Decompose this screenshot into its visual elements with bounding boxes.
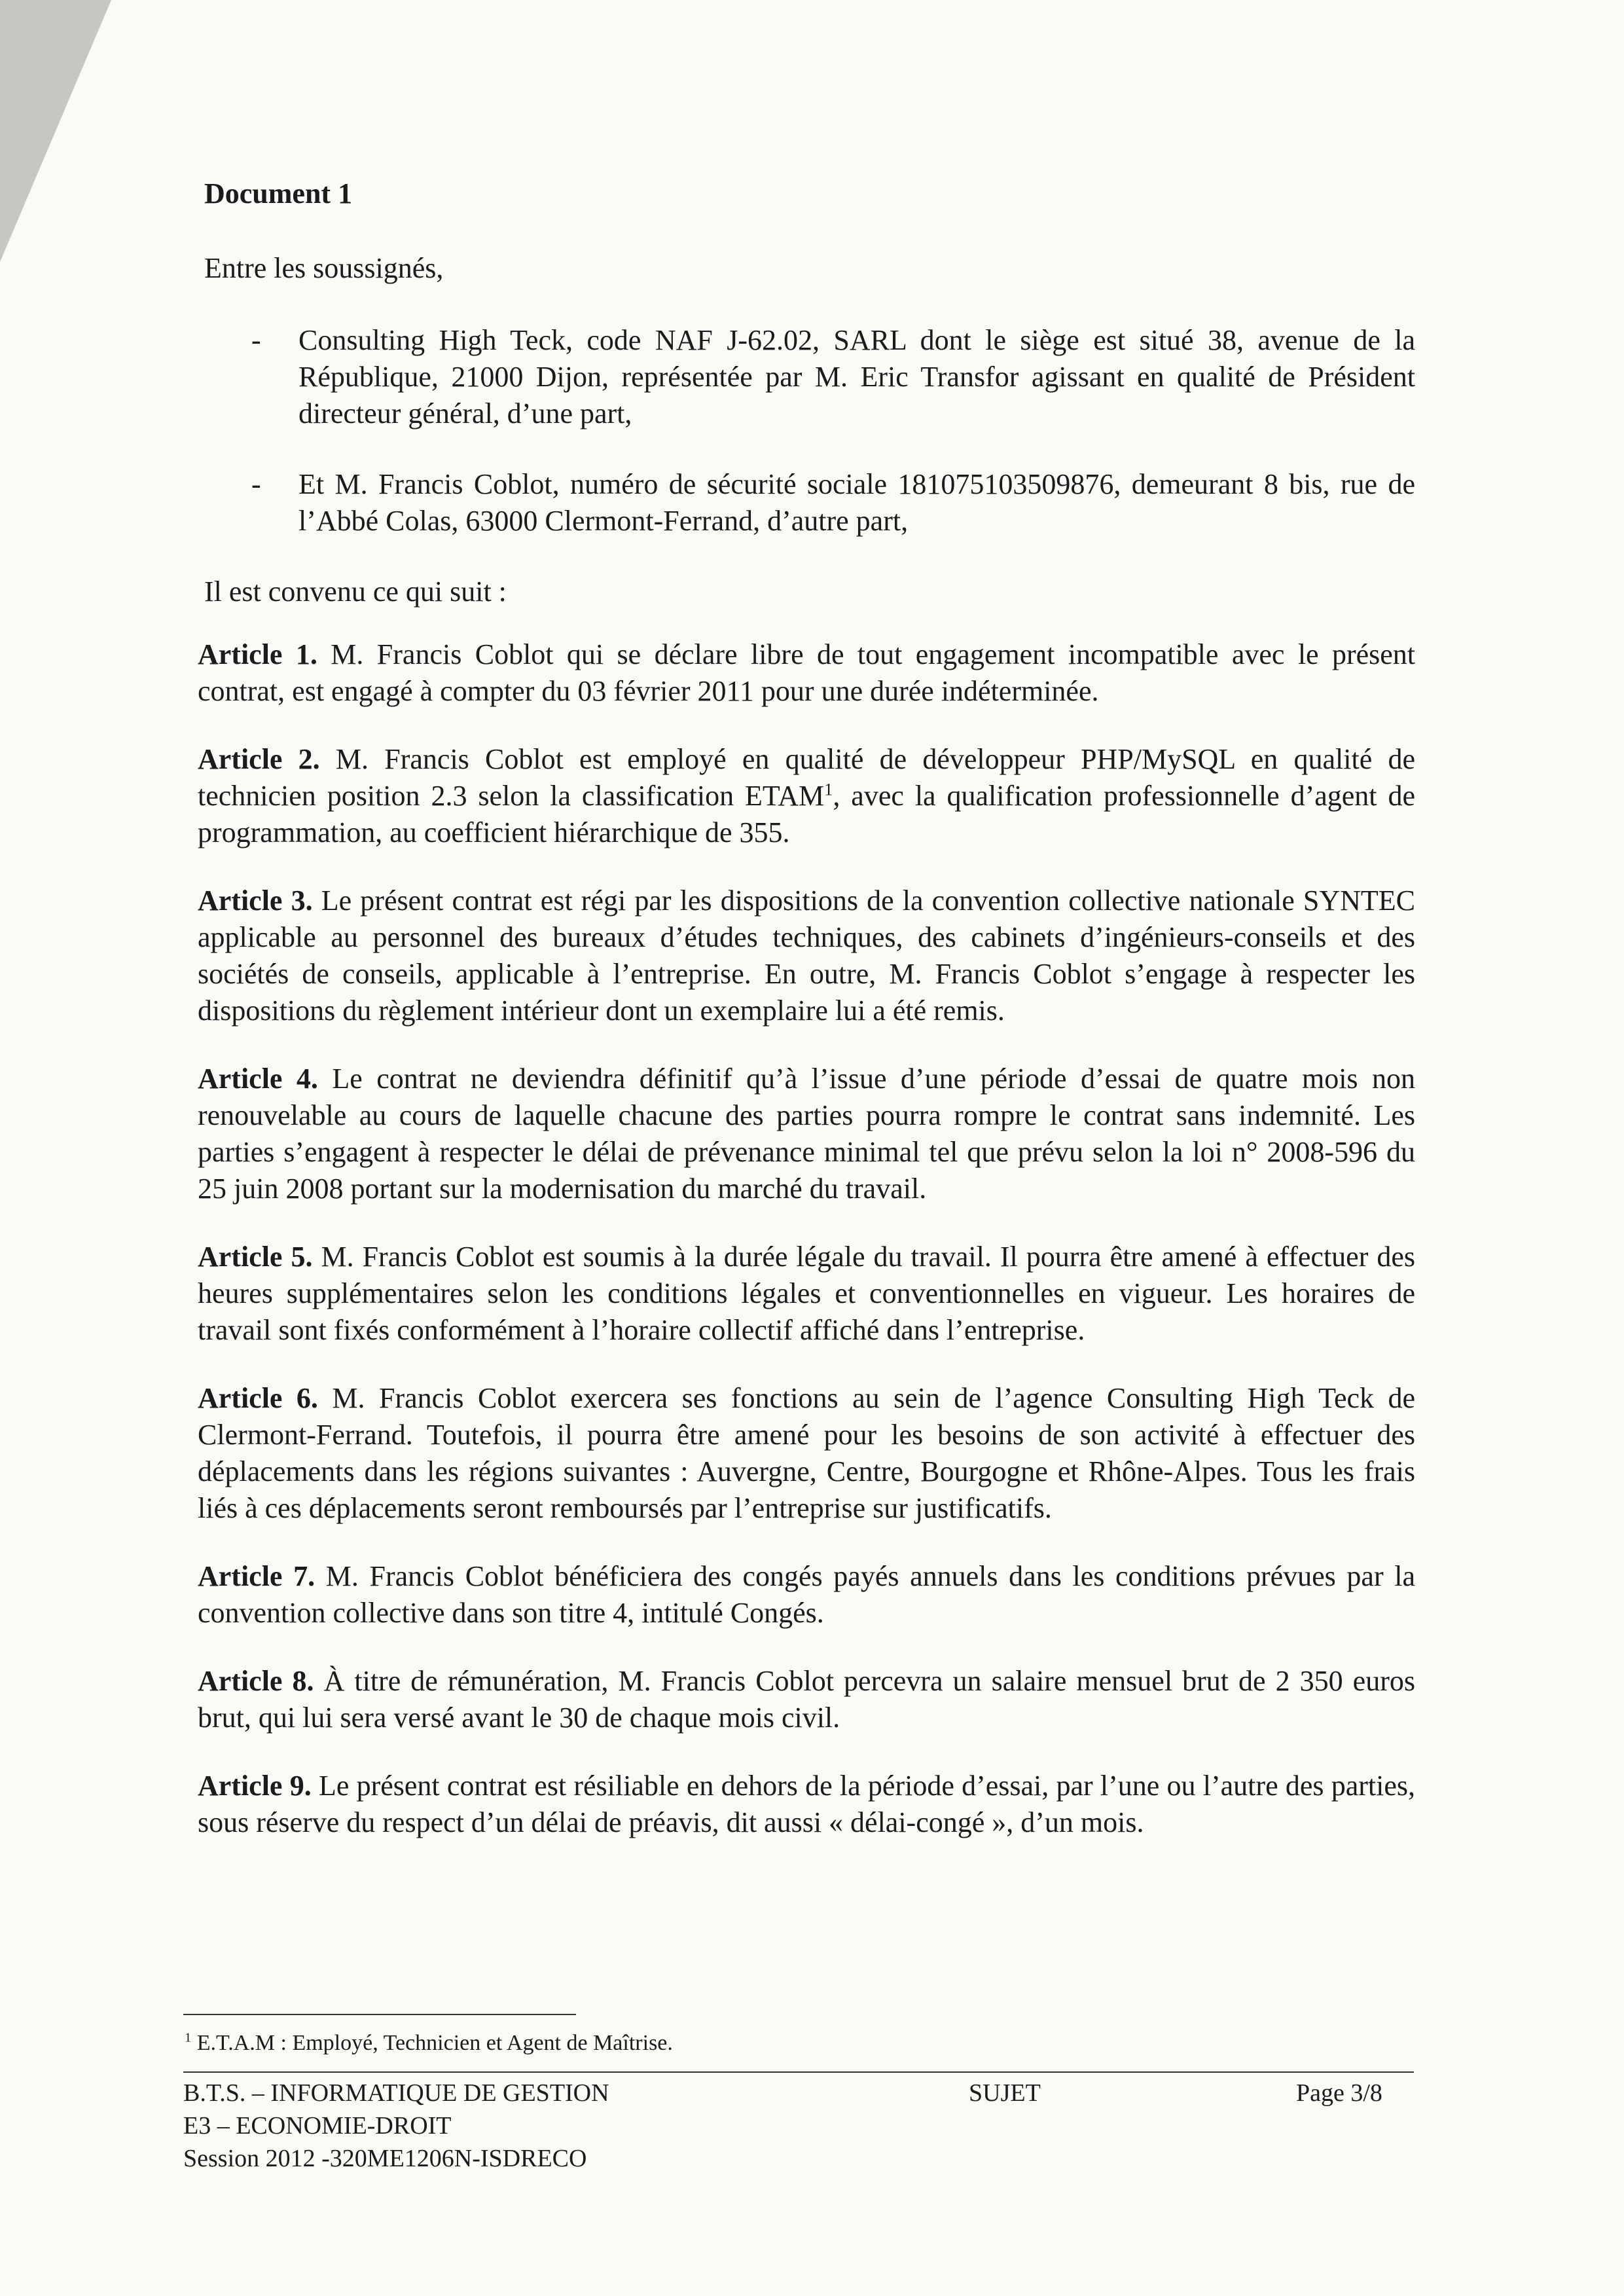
contract-intro: Entre les soussignés, (204, 252, 444, 284)
footer-line-2: E3 – ECONOMIE-DROIT (183, 2112, 452, 2140)
article-9-title: Article 9. (198, 1770, 312, 1802)
footer-subject-label: SUJET (969, 2079, 1041, 2107)
party-employee: - Et M. Francis Coblot, numéro de sécurité sociale 181075103509876, demeurant 8 bis, rue de l’Abbé Colas, 63000 Clermont-Ferrand, d’autre part, (191, 466, 1415, 539)
article-4-title: Article 4. (198, 1063, 318, 1095)
article-1 (198, 636, 1415, 710)
footer-line-3: Session 2012 -320ME1206N-ISDRECO (183, 2145, 587, 2172)
page-number: Page 3/8 (1296, 2079, 1382, 2107)
footnote (185, 2030, 673, 2057)
article-8-text: À titre de rémunération, M. Francis Coblot percevra un salaire mensuel brut de 2 350 euros brut, qui lui sera versé avant le 30 de chaque mois civil. (198, 1665, 1415, 1734)
article-9 (198, 1768, 1415, 1841)
article-2 (198, 741, 1415, 851)
article-3-text: Le présent contrat est régi par les dispositions de la convention collective nationale SYNTEC applicable au personnel des bureaux d’études techniques, des cabinets d’ingénieurs-conseils et des sociétés de conseils, applicable à l’entreprise. En outre, M. Francis Coblot s’engage à respecter les dispositions du règlement intérieur dont un exemplaire lui a été remis. (198, 884, 1415, 1027)
article-9-text: Le présent contrat est résiliable en dehors de la période d’essai, par l’une ou l’autre des parties, sous réserve du respect d’un délai de préavis, dit aussi « délai-congé », d’un mois. (198, 1770, 1415, 1838)
article-8 (198, 1663, 1415, 1736)
article-1-title: Article 1. (198, 638, 317, 670)
article-2-text-after: , avec la qualification professionnelle d’agent de programmation, au coefficient hiérarchique de 355. (198, 780, 1415, 848)
article-2-title: Article 2. (198, 743, 320, 775)
footer-separator (183, 2071, 1414, 2073)
footer-exam-info (183, 2077, 609, 2175)
article-6 (198, 1380, 1415, 1527)
contract-parties (191, 322, 1415, 539)
article-3 (198, 883, 1415, 1029)
article-5-text: M. Francis Coblot est soumis à la durée légale du travail. Il pourra être amené à effectuer des heures supplémentaires selon les conditions légales et conventionnelles en vigueur. Les horaires de travail sont fixés conformément à l’horaire collectif affiché dans l’entreprise. (198, 1241, 1415, 1346)
party-employer: - Consulting High Teck, code NAF J-62.02, SARL dont le siège est situé 38, avenue de la République, 21000 Dijon, représentée par M. Eric Transfor agissant en qualité de Président directeur général, d’une part, (191, 322, 1415, 432)
article-4 (198, 1061, 1415, 1207)
article-4-text: Le contrat ne deviendra définitif qu’à l’issue d’une période d’essai de quatre mois non renouvelable au cours de laquelle chacune des parties pourra rompre le contrat sans indemnité. Les parties s’engagent à respecter le délai de prévenance minimal tel que prévu selon la loi n° 2008-596 du 25 juin 2008 portant sur la modernisation du marché du travail. (198, 1063, 1416, 1205)
article-3-title: Article 3. (198, 884, 313, 917)
document-content (191, 164, 1415, 1872)
footnote-reference: 1 (824, 779, 833, 799)
article-8-title: Article 8. (198, 1665, 314, 1697)
footnote-separator (183, 2014, 576, 2015)
scan-edge-shadow (0, 0, 111, 262)
article-2-text-before: M. Francis Coblot est employé en qualité de développeur PHP/MySQL en qualité de technicien position 2.3 selon la classification ETAM (198, 743, 1416, 812)
article-7-text: M. Francis Coblot bénéficiera des congés payés annuels dans les conditions prévues par la convention collective dans son titre 4, intitulé Congés. (198, 1560, 1416, 1629)
article-7 (198, 1558, 1415, 1631)
article-7-title: Article 7. (198, 1560, 316, 1592)
article-5-title: Article 5. (198, 1241, 313, 1273)
convention-statement: Il est convenu ce qui suit : (204, 575, 507, 608)
article-1-text: M. Francis Coblot qui se déclare libre de tout engagement incompatible avec le présent contrat, est engagé à compter du 03 février 2011 pour une durée indéterminée. (198, 638, 1416, 707)
footnote-text: E.T.A.M : Employé, Technicien et Agent de Maîtrise. (196, 2031, 673, 2055)
document-heading: Document 1 (204, 177, 353, 210)
article-6-text: M. Francis Coblot exercera ses fonctions au sein de l’agence Consulting High Teck de Clermont-Ferrand. Toutefois, il pourra être amené pour les besoins de son activité à effectuer des déplacements dans les régions suivantes : Auvergne, Centre, Bourgogne et Rhône-Alpes. Tous les frais liés à ces déplacements seront remboursés par l’entreprise sur justificatifs. (198, 1382, 1416, 1524)
footnote-mark: 1 (185, 2030, 192, 2045)
article-5 (198, 1239, 1415, 1349)
footer-line-1: B.T.S. – INFORMATIQUE DE GESTION (183, 2079, 609, 2107)
article-6-title: Article 6. (198, 1382, 318, 1414)
